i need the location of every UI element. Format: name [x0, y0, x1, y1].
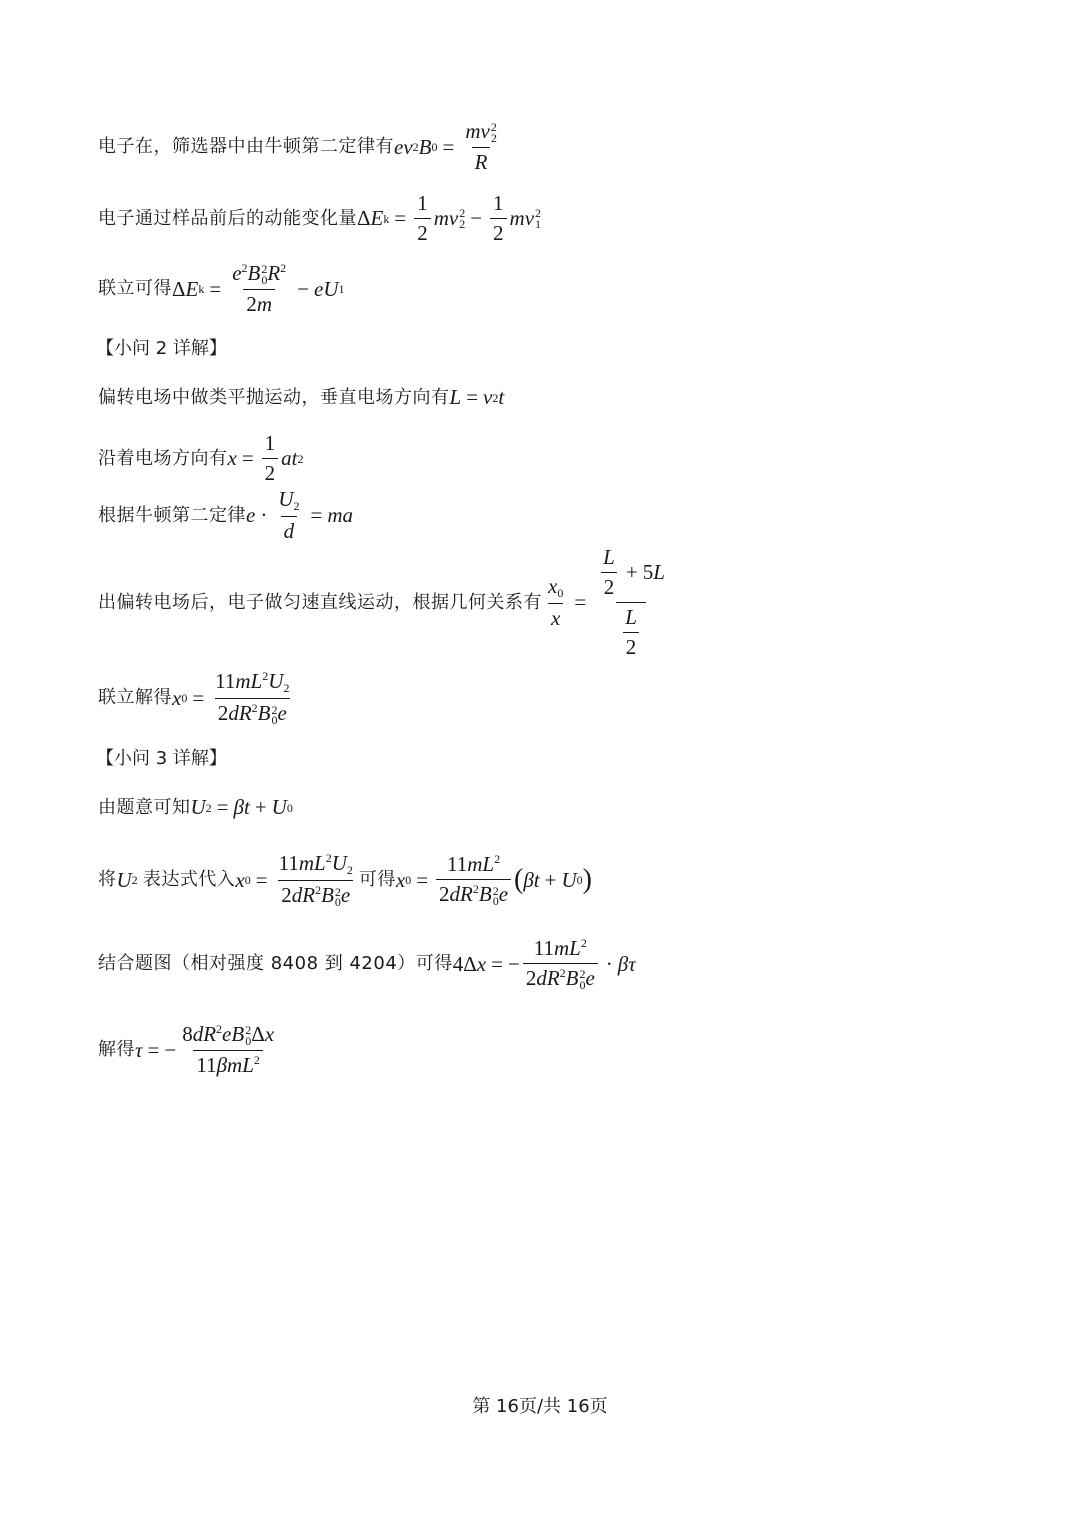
heading-question-3: 【小问 3 详解】: [96, 748, 227, 769]
equation-line-7: [98, 546, 671, 659]
text-l10b: 表达式代入: [142, 869, 236, 891]
math-l1: ev 2 B 0 = mv 2 2 R: [394, 119, 497, 174]
equation-line-10: [98, 852, 592, 908]
text-l10a: 将: [98, 869, 117, 891]
math-l11: 4Δ x = − $11mL^2$ $2dR^2B$ 2 0 e · βτ: [452, 936, 636, 993]
math-l9: U 2 = βt + U 0: [190, 795, 293, 819]
text-l4: 偏转电场中做类平抛运动，垂直电场方向有: [98, 386, 450, 408]
equation-line-2: [98, 192, 541, 245]
math-l7: $\frac{x_0}{x}$ = $\frac{L}{2}$ + 5 L $\frac{L}{2}$: [548, 545, 665, 660]
math-l10a: U 2: [116, 867, 138, 892]
text-l5: 沿着电场方向有: [98, 447, 228, 469]
text-l12: 解得: [98, 1039, 135, 1061]
text-l11: 结合题图（相对强度 8408 到 4204）可得: [98, 953, 453, 975]
text-l8: 联立解得: [98, 687, 172, 709]
text-l9: 由题意可知: [98, 796, 191, 818]
equation-line-1: [98, 120, 503, 174]
equation-line-9: [98, 797, 293, 818]
heading-question-2: 【小问 2 详解】: [96, 338, 227, 359]
equation-line-3: [98, 262, 345, 316]
equation-line-5: [98, 432, 304, 485]
math-l8: x 0 = $11mL^2U_2$ $2dR^2B$ 2 0 e: [172, 669, 290, 728]
text-l2: 电子通过样品前后的动能变化量: [98, 207, 357, 229]
math-l10b: x 0 = $11mL^2U_2$ $2dR^2B$ 2 0 e: [235, 851, 353, 910]
math-l5: x = $\frac{1}{2}$ at 2: [227, 431, 304, 486]
text-l1: 电子在，筛选器中由牛顿第二定律有: [98, 136, 394, 158]
equation-line-6: [98, 488, 353, 543]
page-number-footer: 第 16页/共 16页: [472, 1396, 608, 1417]
text-l10c: 可得: [358, 869, 396, 891]
equation-line-8: [98, 670, 295, 726]
equation-line-12: [98, 1023, 280, 1077]
math-l12: τ = − $8dR^2eB$ 2 0 Δx 11βmL$^2$: [135, 1022, 275, 1077]
text-l7: 出偏转电场后，电子做匀速直线运动，根据几何关系有: [98, 591, 542, 613]
math-l4: L = v 2 t: [449, 385, 505, 409]
math-l2: Δ E k = $\frac{1}{2}$ mv 2 2 − $\frac{1}{2}$ mv 2 1: [357, 191, 542, 246]
math-l3: Δ E k = $e^2B$ 2 0 $R^2$ 2m − eU 1: [172, 261, 345, 316]
math-l10c: x 0 = $11mL^2$ $2dR^2B$ 2 0 e ( βt + U 0 ): [395, 852, 592, 909]
text-l6: 根据牛顿第二定律: [98, 504, 246, 526]
equation-line-4: [98, 387, 504, 408]
text-l3: 联立可得: [98, 278, 172, 300]
equation-line-11: [98, 937, 636, 991]
math-l6: e · $\frac{U_2}{d}$ = ma: [246, 487, 354, 544]
